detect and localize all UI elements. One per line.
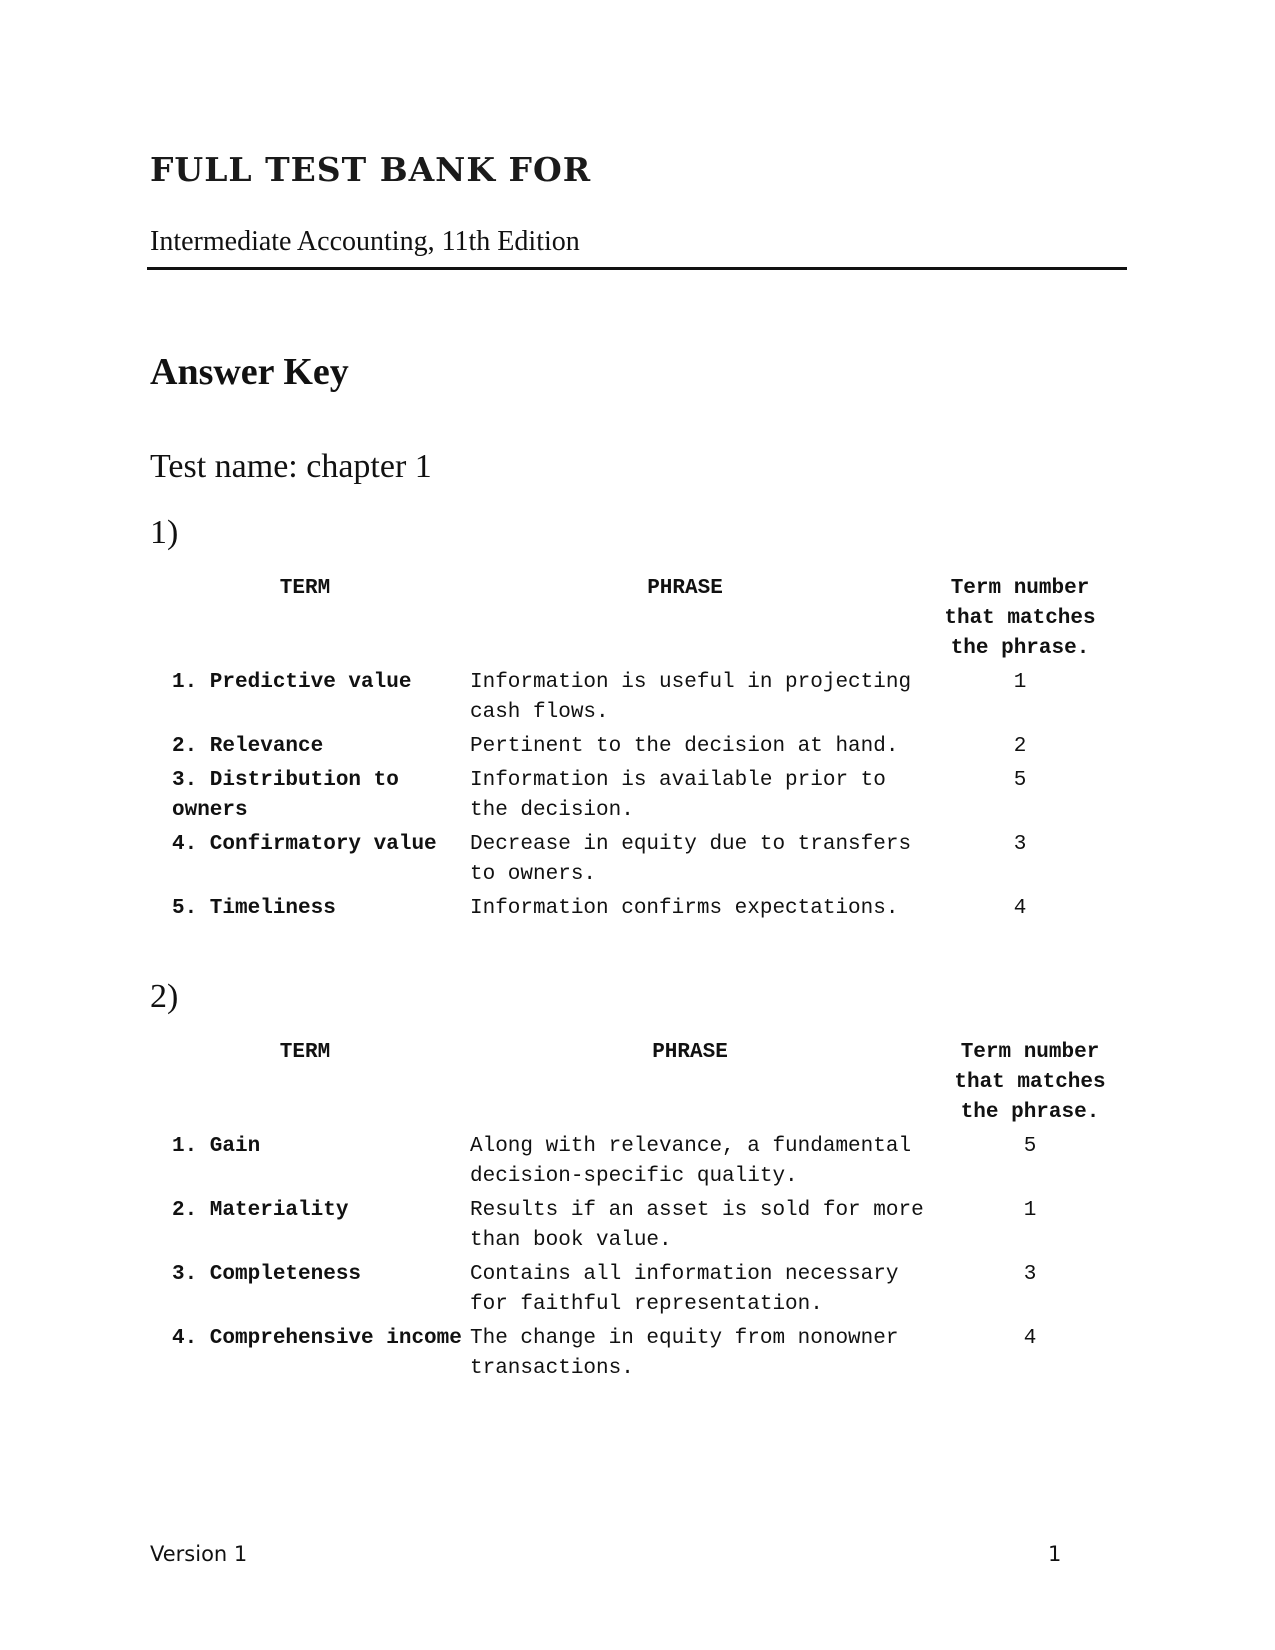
term-column-header: TERM xyxy=(279,1041,331,1064)
match-cell: 4 xyxy=(1023,1327,1037,1350)
table-header-row xyxy=(160,1038,1130,1128)
table-row xyxy=(160,1324,1130,1384)
term-cell: 3. Completeness xyxy=(172,1263,362,1286)
test-name: Test name: chapter 1 xyxy=(150,448,432,485)
match-cell: 5 xyxy=(1023,1135,1037,1158)
match-cell: 3 xyxy=(1023,1263,1037,1286)
phrase-cell: Contains all information necessary for faithful representation. xyxy=(470,1263,899,1316)
table-row xyxy=(160,732,1120,762)
table-row xyxy=(160,668,1120,728)
phrase-cell: Pertinent to the decision at hand. xyxy=(470,735,899,758)
table-row xyxy=(160,830,1120,890)
header-divider xyxy=(147,267,1127,270)
match-column-header: Term number that matches the phrase. xyxy=(954,1041,1106,1124)
phrase-cell: Along with relevance, a fundamental decision-specific quality. xyxy=(470,1135,912,1188)
footer-page-number: 1 xyxy=(1048,1542,1062,1566)
term-cell: 1. Gain xyxy=(172,1135,261,1158)
phrase-column-header: PHRASE xyxy=(647,577,723,600)
match-column-header: Term number that matches the phrase. xyxy=(944,577,1096,660)
match-cell: 4 xyxy=(1013,897,1027,920)
question-number: 2) xyxy=(150,978,179,1015)
phrase-cell: Information confirms expectations. xyxy=(470,897,899,920)
term-cell: 5. Timeliness xyxy=(172,897,336,920)
phrase-column-header: PHRASE xyxy=(652,1041,728,1064)
table-row xyxy=(160,1132,1130,1192)
table-row xyxy=(160,894,1120,924)
term-column-header: TERM xyxy=(279,577,331,600)
term-cell: 1. Predictive value xyxy=(172,671,412,694)
table-row xyxy=(160,766,1120,826)
table-row xyxy=(160,1196,1130,1256)
match-cell: 3 xyxy=(1013,833,1027,856)
phrase-cell: The change in equity from nonowner transactions. xyxy=(470,1327,899,1380)
term-cell: 2. Materiality xyxy=(172,1199,349,1222)
match-cell: 1 xyxy=(1013,671,1027,694)
matching-table xyxy=(160,574,1120,928)
term-cell: 3. Distribution to owners xyxy=(172,769,399,822)
phrase-cell: Information is useful in projecting cash flows. xyxy=(470,671,912,724)
phrase-cell: Decrease in equity due to transfers to owners. xyxy=(470,833,912,886)
phrase-cell: Information is available prior to the decision. xyxy=(470,769,886,822)
table-header-row xyxy=(160,574,1120,664)
match-cell: 5 xyxy=(1013,769,1027,792)
match-cell: 2 xyxy=(1013,735,1027,758)
phrase-cell: Results if an asset is sold for more than book value. xyxy=(470,1199,924,1252)
term-cell: 2. Relevance xyxy=(172,735,324,758)
term-cell: 4. Confirmatory value xyxy=(172,833,437,856)
book-subtitle: Intermediate Accounting, 11th Edition xyxy=(150,226,580,257)
matching-table xyxy=(160,1038,1130,1388)
footer-version: Version 1 xyxy=(150,1542,248,1566)
brand-title: FULL TEST BANK FOR xyxy=(150,150,592,189)
match-cell: 1 xyxy=(1023,1199,1037,1222)
answer-key-heading: Answer Key xyxy=(150,351,349,393)
term-cell: 4. Comprehensive income xyxy=(172,1327,462,1350)
table-row xyxy=(160,1260,1130,1320)
question-number: 1) xyxy=(150,514,179,551)
